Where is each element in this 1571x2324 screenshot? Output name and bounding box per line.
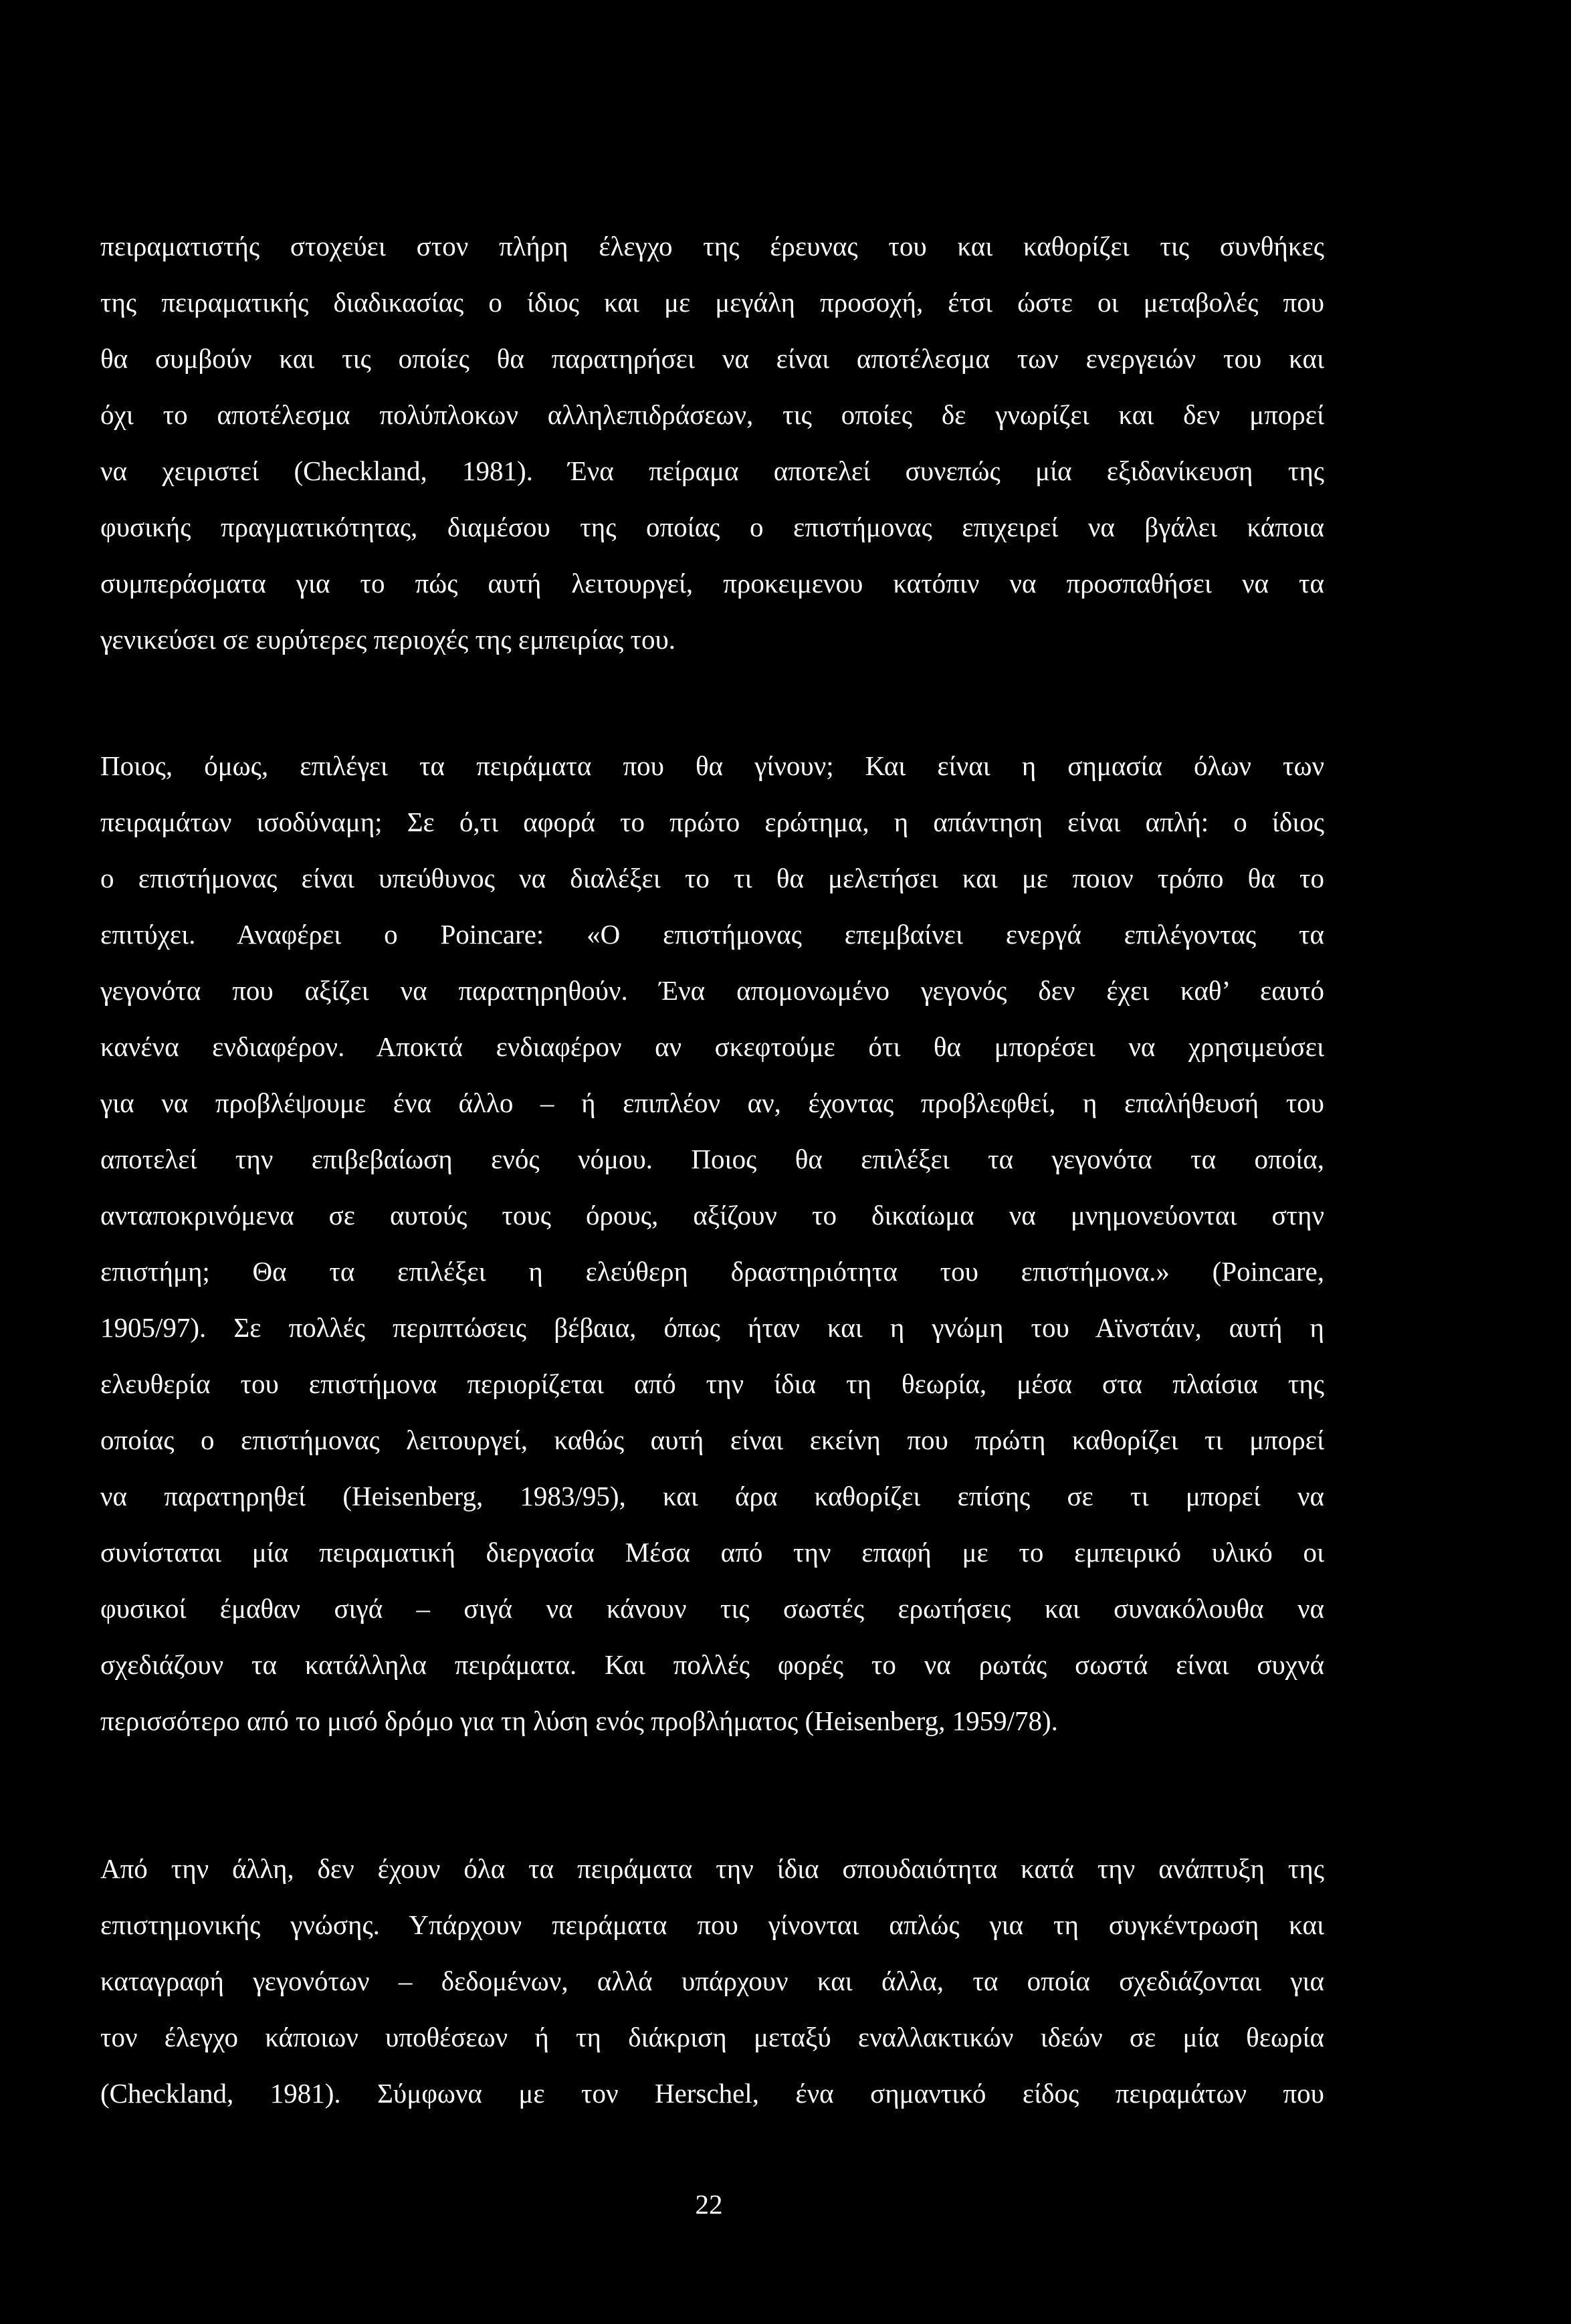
text-line: 1905/97). Σε πολλές περιπτώσεις βέβαια, όπως ήταν και η γνώμη του Αϊνστάιν, αυτή η	[100, 1312, 1324, 1343]
text-line: φυσικοί έμαθαν σιγά – σιγά να κάνουν τις σωστές ερωτήσεις και συνακόλουθα να	[100, 1593, 1324, 1624]
text-line: γενικεύσει σε ευρύτερες περιοχές της εμπειρίας του.	[100, 624, 676, 655]
page-number: 22	[695, 2189, 723, 2220]
text-line: για να προβλέψουμε ένα άλλο – ή επιπλέον αν, έχοντας προβλεφθεί, η επαλήθευσή του	[100, 1087, 1324, 1118]
text-line: πειραμάτων ισοδύναμη; Σε ό,τι αφορά το πρώτο ερώτημα, η απάντηση είναι απλή: ο ίδιος	[100, 807, 1324, 837]
text-line: αποτελεί την επιβεβαίωση ενός νόμου. Ποιος θα επιλέξει τα γεγονότα τα οποία,	[100, 1144, 1324, 1174]
text-line: Από την άλλη, δεν έχουν όλα τα πειράματα την ίδια σπουδαιότητα κατά την ανάπτυξη της	[100, 1853, 1324, 1884]
paragraph-2	[100, 738, 1324, 1749]
text-line: Ποιος, όμως, επιλέγει τα πειράματα που θα γίνουν; Και είναι η σημασία όλων των	[100, 750, 1324, 781]
text-line: κανένα ενδιαφέρον. Αποκτά ενδιαφέρον αν σκεφτούμε ότι θα μπορέσει να χρησιμεύσει	[100, 1031, 1324, 1062]
text-line: επιτύχει. Αναφέρει ο Poincare: «Ο επιστήμονας επεμβαίνει ενεργά επιλέγοντας τα	[100, 919, 1324, 950]
text-line: ελευθερία του επιστήμονα περιορίζεται από την ίδια τη θεωρία, μέσα στα πλαίσια της	[100, 1368, 1324, 1399]
text-line: καταγραφή γεγονότων – δεδομένων, αλλά υπάρχουν και άλλα, τα οποία σχεδιάζονται για	[100, 1966, 1324, 1996]
text-line: όχι το αποτέλεσμα πολύπλοκων αλληλεπιδράσεων, τις οποίες δε γνωρίζει και δεν μπορεί	[100, 399, 1324, 430]
text-line: θα συμβούν και τις οποίες θα παρατηρήσει να είναι αποτέλεσμα των ενεργειών του και	[100, 343, 1324, 374]
text-line: οποίας ο επιστήμονας λειτουργεί, καθώς αυτή είναι εκείνη που πρώτη καθορίζει τι μπορεί	[100, 1424, 1324, 1455]
paragraph-3	[100, 1840, 1324, 2121]
text-line: ο επιστήμονας είναι υπεύθυνος να διαλέξει το τι θα μελετήσει και με ποιον τρόπο θα το	[100, 863, 1324, 893]
text-line: επιστήμη; Θα τα επιλέξει η ελεύθερη δραστηριότητα του επιστήμονα.» (Poincare,	[100, 1256, 1324, 1287]
text-line: (Checkland, 1981). Σύμφωνα με τον Herschel, ένα σημαντικό είδος πειραμάτων που	[100, 2078, 1324, 2109]
text-line: γεγονότα που αξίζει να παρατηρηθούν. Ένα απομονωμένο γεγονός δεν έχει καθ’ εαυτό	[100, 975, 1324, 1006]
text-line: της πειραματικής διαδικασίας ο ίδιος και με μεγάλη προσοχή, έτσι ώστε οι μεταβολές που	[100, 287, 1324, 318]
text-line: να χειριστεί (Checkland, 1981). Ένα πείραμα αποτελεί συνεπώς μία εξιδανίκευση της	[100, 455, 1324, 486]
text-line: ανταποκρινόμενα σε αυτούς τους όρους, αξίζουν το δικαίωμα να μνημονεύονται στην	[100, 1200, 1324, 1231]
text-line: πειραματιστής στοχεύει στον πλήρη έλεγχο της έρευνας του και καθορίζει τις συνθήκες	[100, 231, 1324, 261]
text-line: να παρατηρηθεί (Heisenberg, 1983/95), και άρα καθορίζει επίσης σε τι μπορεί να	[100, 1481, 1324, 1511]
text-line: συμπεράσματα για το πώς αυτή λειτουργεί, προκειμενου κατόπιν να προσπαθήσει να τα	[100, 568, 1324, 599]
paragraph-1	[100, 218, 1324, 667]
text-line: περισσότερο από το μισό δρόμο για τη λύση ενός προβλήματος (Heisenberg, 1959/78).	[100, 1705, 1058, 1736]
text-line: τον έλεγχο κάποιων υποθέσεων ή τη διάκριση μεταξύ εναλλακτικών ιδεών σε μία θεωρία	[100, 2022, 1324, 2052]
text-line: επιστημονικής γνώσης. Υπάρχουν πειράματα που γίνονται απλώς για τη συγκέντρωση και	[100, 1909, 1324, 1940]
text-line: συνίσταται μία πειραματική διεργασία Μέσα από την επαφή με το εμπειρικό υλικό οι	[100, 1537, 1324, 1568]
text-line: σχεδιάζουν τα κατάλληλα πειράματα. Και πολλές φορές το να ρωτάς σωστά είναι συχνά	[100, 1649, 1324, 1680]
text-line: φυσικής πραγματικότητας, διαμέσου της οποίας ο επιστήμονας επιχειρεί να βγάλει κάποια	[100, 512, 1324, 542]
